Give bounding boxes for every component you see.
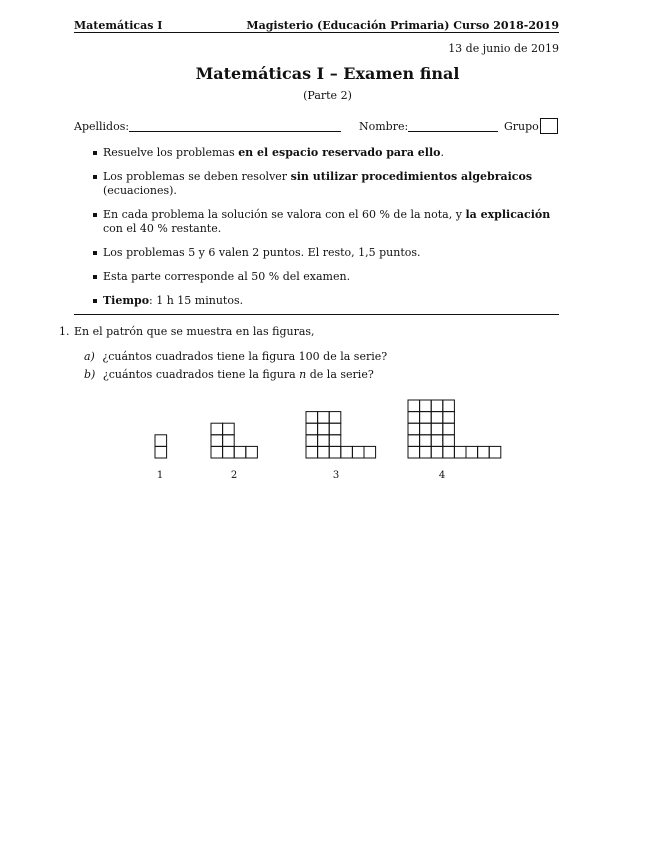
unit-square	[443, 435, 455, 447]
unit-square	[454, 446, 466, 458]
unit-square	[318, 446, 330, 458]
unit-square	[306, 435, 318, 447]
unit-square	[431, 412, 443, 424]
pattern-figure-3	[306, 412, 376, 481]
unit-square	[431, 423, 443, 435]
page-title: Matemáticas I – Examen final	[195, 64, 460, 83]
unit-square	[489, 446, 501, 458]
unit-square	[478, 446, 490, 458]
instruction-emphasis: sin utilizar procedimientos algebraicos	[290, 170, 533, 183]
unit-square	[408, 423, 420, 435]
instruction-text: (ecuaciones).	[103, 184, 177, 197]
unit-square	[223, 446, 235, 458]
unit-square	[306, 423, 318, 435]
unit-square	[431, 400, 443, 412]
subquestion-label: b)	[84, 368, 96, 381]
instruction-text: Resuelve los problemas	[103, 146, 239, 159]
unit-square	[341, 446, 353, 458]
unit-square	[329, 435, 341, 447]
unit-square	[408, 446, 420, 458]
header-course: Matemáticas I	[74, 19, 163, 32]
unit-square	[420, 435, 432, 447]
problem-statement: En el patrón que se muestra en las figuras,	[74, 325, 315, 338]
unit-square	[431, 435, 443, 447]
subquestion-text: ¿cuántos cuadrados tiene la figura	[102, 368, 300, 381]
instruction-text: Los problemas 5 y 6 valen 2 puntos. El resto, 1,5 puntos.	[103, 246, 421, 259]
unit-square	[364, 446, 376, 458]
name-label: Nombre:	[359, 120, 409, 133]
unit-square	[329, 446, 341, 458]
unit-square	[443, 400, 455, 412]
unit-square	[420, 412, 432, 424]
unit-square	[466, 446, 478, 458]
unit-square	[443, 412, 455, 424]
unit-square	[408, 435, 420, 447]
unit-square	[306, 446, 318, 458]
unit-square	[318, 435, 330, 447]
unit-square	[155, 446, 167, 458]
subquestion-variable: n	[299, 368, 307, 381]
instruction-text: En cada problema la solución se valora con el 60 % de la nota, y	[103, 208, 466, 221]
figure-label: 3	[332, 470, 340, 481]
unit-square	[420, 423, 432, 435]
unit-square	[211, 446, 223, 458]
instruction-emphasis: la explicación	[465, 208, 551, 221]
instruction-emphasis: Tiempo	[103, 294, 150, 307]
instruction-emphasis: en el espacio reservado para ello	[238, 146, 441, 159]
unit-square	[408, 412, 420, 424]
instruction-text: Los problemas se deben resolver	[103, 170, 291, 183]
unit-square	[329, 412, 341, 424]
header-program: Magisterio (Educación Primaria) Curso 2018-2019	[246, 19, 559, 32]
unit-square	[155, 435, 167, 447]
group-label: Grupo	[504, 120, 539, 133]
unit-square	[223, 423, 235, 435]
unit-square	[211, 435, 223, 447]
pattern-figure-1	[155, 435, 167, 481]
unit-square	[223, 435, 235, 447]
unit-square	[211, 423, 223, 435]
unit-square	[306, 412, 318, 424]
unit-square	[234, 446, 246, 458]
unit-square	[408, 400, 420, 412]
subquestion-text: de la serie?	[306, 368, 374, 381]
unit-square	[318, 423, 330, 435]
figure-label: 1	[156, 470, 164, 481]
instruction-text: : 1 h 15 minutos.	[149, 294, 244, 307]
subquestion-text: ¿cuántos cuadrados tiene la figura 100 de la serie?	[102, 350, 388, 363]
problem-number: 1.	[59, 325, 70, 338]
unit-square	[420, 400, 432, 412]
instruction-text: .	[440, 146, 444, 159]
unit-square	[246, 446, 258, 458]
unit-square	[443, 423, 455, 435]
subquestion-label: a)	[84, 350, 95, 363]
surname-label: Apellidos:	[74, 120, 130, 133]
exam-date: 13 de junio de 2019	[448, 42, 559, 55]
unit-square	[443, 446, 455, 458]
pattern-figure-2	[211, 423, 257, 481]
unit-square	[352, 446, 364, 458]
unit-square	[318, 412, 330, 424]
unit-square	[329, 423, 341, 435]
page-subtitle: (Parte 2)	[303, 89, 352, 102]
figure-label: 4	[438, 470, 446, 481]
instruction-text: con el 40 % restante.	[103, 222, 222, 235]
pattern-figure-4	[408, 400, 501, 481]
unit-square	[431, 446, 443, 458]
instruction-text: Esta parte corresponde al 50 % del examen.	[103, 270, 351, 283]
figure-label: 2	[230, 470, 238, 481]
unit-square	[420, 446, 432, 458]
